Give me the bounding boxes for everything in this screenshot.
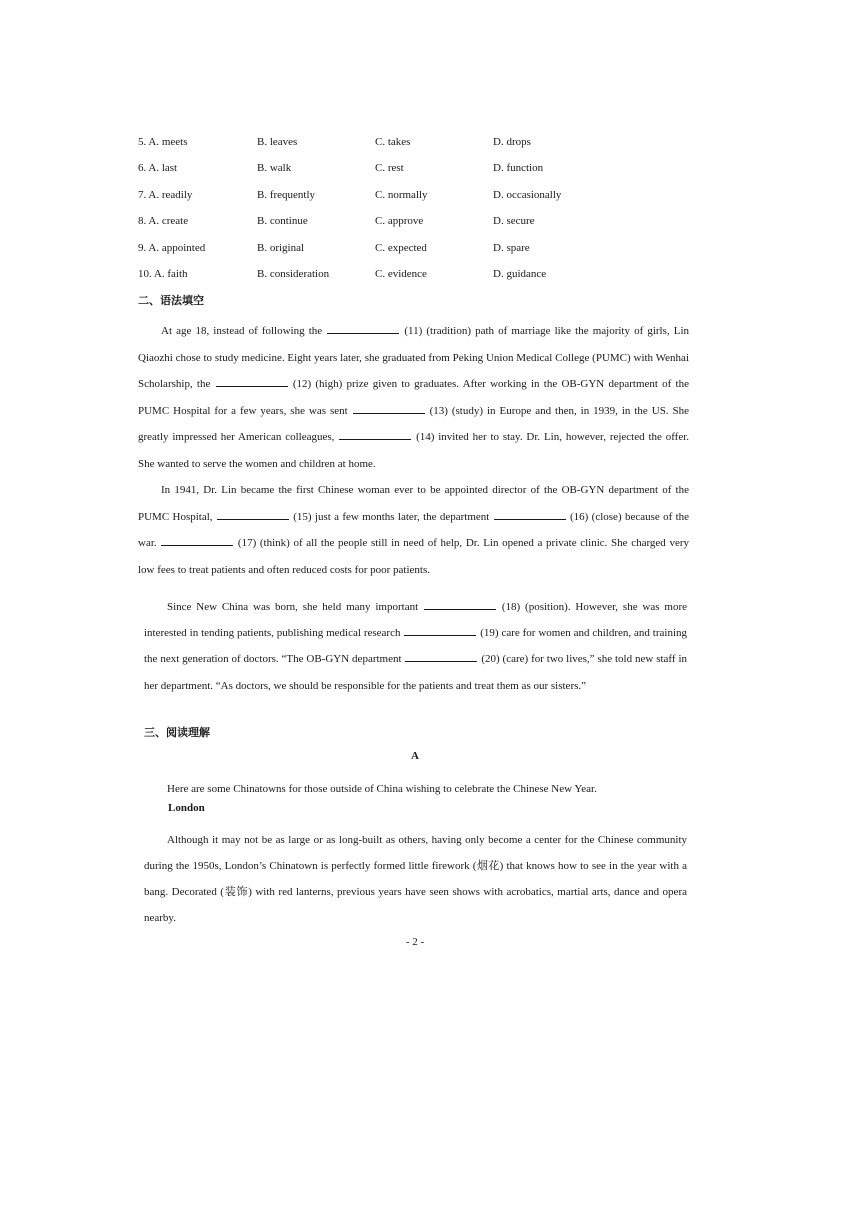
passage-letter: A (411, 750, 419, 762)
answer-blank-20[interactable] (405, 652, 477, 662)
text-segment: (16) (close) because of the war. (138, 510, 690, 549)
grammar-paragraph-1 (138, 318, 689, 478)
option-d: D. guidance (493, 268, 547, 280)
option-d: D. drops (493, 136, 531, 148)
grammar-paragraph-2 (138, 477, 689, 583)
text-segment: At age 18, instead of following the (161, 325, 323, 337)
option-b: B. continue (257, 215, 308, 227)
page-number: - 2 - (405, 936, 425, 948)
option-c: C. approve (375, 215, 424, 227)
grammar-paragraph-3 (144, 594, 687, 699)
text-segment: Since New China was born, she held many important (167, 601, 419, 613)
answer-blank-16[interactable] (494, 510, 566, 520)
text-segment: Although it may not be as large or as long-built as others, having only become a center for the Chinese community during the 1950s, London’s Chinatown is perfectly formed little firework (烟花) that knows how to see in the year with a bang. Decorated (装饰) with red lanterns, previous years have seen shows with acrobatics, martial arts, dance and opera nearby. (144, 834, 687, 925)
text-segment: (14) invited her to stay. Dr. Lin, however, rejected the offer. She wanted to serve the women and children at home. (138, 431, 690, 470)
answer-blank-19[interactable] (404, 626, 476, 636)
option-a: 9. A. appointed (138, 242, 206, 254)
answer-blank-11[interactable] (327, 324, 399, 334)
option-a: 5. A. meets (138, 136, 188, 148)
answer-blank-12[interactable] (216, 377, 288, 387)
text-segment: (18) (position). However, she was more interested in tending patients, publishing medical research (144, 601, 687, 640)
text-segment: (12) (high) prize given to graduates. After working in the OB-GYN department of the PUMC Hospital for a few years, she was sent (138, 378, 689, 417)
text-segment: (11) (tradition) path of marriage like the majority of girls, Lin Qiaozhi chose to study medicine. Eight years later, she graduated from Peking Union Medical College (PUMC) with Wenhai Scholarship, the (138, 325, 690, 391)
text-segment: (13) (study) in Europe and then, in 1939, in the US. She greatly impressed her American colleagues, (138, 404, 690, 444)
reading-paragraph (144, 827, 687, 931)
option-d: D. occasionally (493, 189, 562, 201)
option-b: B. walk (257, 162, 292, 174)
option-c: C. rest (375, 162, 404, 174)
grammar-section-heading: 二、语法填空 (138, 295, 204, 307)
text-segment: (17) (think) of all the people still in need of help, Dr. Lin opened a private clinic. She charged very low fees to treat patients and often reduced costs for poor patients. (138, 537, 689, 576)
option-c: C. expected (375, 242, 427, 254)
option-d: D. spare (493, 242, 530, 254)
text-segment: In 1941, Dr. Lin became the first Chinese woman ever to be appointed director of the OB-GYN department of the PUMC Hospital, (138, 484, 689, 523)
option-a: 8. A. create (138, 215, 189, 227)
option-a: 7. A. readily (138, 189, 193, 201)
answer-blank-18[interactable] (424, 600, 496, 610)
passage-subheading: London (168, 802, 205, 814)
option-c: C. normally (375, 189, 428, 201)
answer-blank-17[interactable] (161, 536, 233, 546)
text-segment: (15) just a few months later, the department (293, 510, 490, 523)
option-c: C. evidence (375, 268, 427, 280)
text-segment: (19) care for women and children, and training the next generation of doctors. “The OB-GYN department (144, 627, 688, 666)
option-b: B. leaves (257, 136, 298, 148)
text-segment: (20) (care) for two lives,” she told new staff in her department. “As doctors, we should be responsible for the patients and treat them as our sisters.” (144, 653, 688, 692)
option-a: 10. A. faith (138, 268, 188, 280)
option-a: 6. A. last (138, 162, 178, 174)
option-c: C. takes (375, 136, 411, 148)
option-b: B. consideration (257, 268, 330, 280)
text-segment: Here are some Chinatowns for those outside of China wishing to celebrate the Chinese New Year. (167, 783, 597, 795)
answer-blank-14[interactable] (339, 430, 411, 440)
option-b: B. original (257, 242, 305, 254)
reading-intro (144, 776, 687, 802)
answer-blank-15[interactable] (217, 510, 289, 520)
answer-blank-13[interactable] (353, 404, 425, 414)
reading-section-heading: 三、阅读理解 (144, 727, 210, 739)
option-b: B. frequently (257, 189, 316, 201)
option-d: D. function (493, 162, 544, 174)
option-d: D. secure (493, 215, 535, 227)
